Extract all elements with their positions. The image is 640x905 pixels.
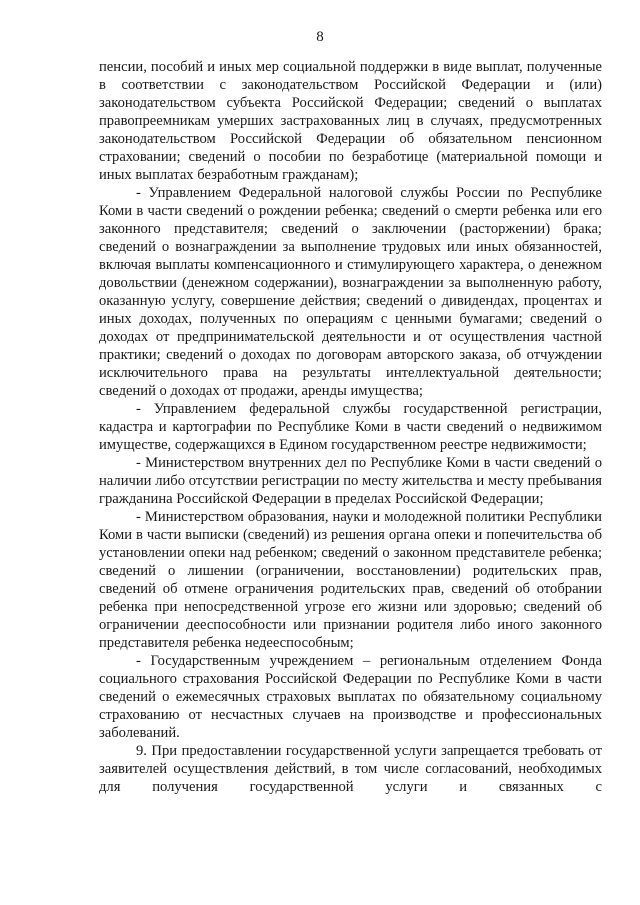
paragraph-interior-ministry: - Министерством внутренних дел по Республике Коми в части сведений о наличии либо отсутствии регистрации по месту жительства и месту пребывания гражданина Российской Федерации в пределах Российской Федерации; (99, 455, 602, 507)
paragraph-registry-service: - Управлением федеральной службы государственной регистрации, кадастра и картографии по Республике Коми в части сведений о недвижимом имуществе, содержащихся в Едином государственном реестре недвижимости; (99, 401, 602, 453)
paragraph-social-insurance-fund: - Государственным учреждением – региональным отделением Фонда социального страхования Российской Федерации по Республике Коми в части сведений о ежемесячных страховых выплатах по обязательному социальному страхованию от несчастных случаев на производстве и профессиональных заболеваний. (99, 653, 602, 741)
document-body (99, 58, 602, 796)
paragraph-education-ministry: - Министерством образования, науки и молодежной политики Республики Коми в части выписки (сведений) из решения органа опеки и попечительства об установлении опеки над ребенком; сведений о законном представителе ребенка; сведений о лишении (ограничении, восстановлении) родительских прав, сведений об отмене ограничения родительских прав, сведений об отобрании ребенка при непосредственной угрозе его жизни или здоровью; сведений об ограничении дееспособности или признании родителя либо иного законного представителя ребенка недееспособным; (99, 509, 602, 651)
paragraph-item-9: 9. При предоставлении государственной услуги запрещается требовать от заявителей осуществления действий, в том числе согласований, необходимых для получения государственной услуги и связанных с (99, 743, 602, 795)
page-number: 8 (316, 29, 324, 45)
paragraph-continuation: пенсии, пособий и иных мер социальной поддержки в виде выплат, полученные в соответствии с законодательством Российской Федерации и (или) законодательством субъекта Российской Федерации; сведений о выплатах правопреемникам умерших застрахованных лиц в случаях, предусмотренных законодательством Российской Федерации об обязательном пенсионном страховании; сведений о пособии по безработице (материальной помощи и иных выплатах безработным гражданам); (99, 59, 602, 183)
paragraph-tax-service: - Управлением Федеральной налоговой службы России по Республике Коми в части сведений о рождении ребенка; сведений о смерти ребенка или его законного представителя; сведений о заключении (расторжении) брака; сведений о вознаграждении за выполнение трудовых или иных обязанностей, включая выплаты компенсационного и стимулирующего характера, о денежном довольствии (денежном содержании), вознаграждении за выполненную работу, оказанную услугу, совершение действия; сведений о дивидендах, процентах и иных доходах, полученных по операциям с ценными бумагами; сведений о доходах от предпринимательской деятельности и от осуществления частной практики; сведений о доходах по договорам авторского заказа, об отчуждении исключительного права на результаты интеллектуальной деятельности; сведений о доходах от продажи, аренды имущества; (99, 185, 602, 399)
